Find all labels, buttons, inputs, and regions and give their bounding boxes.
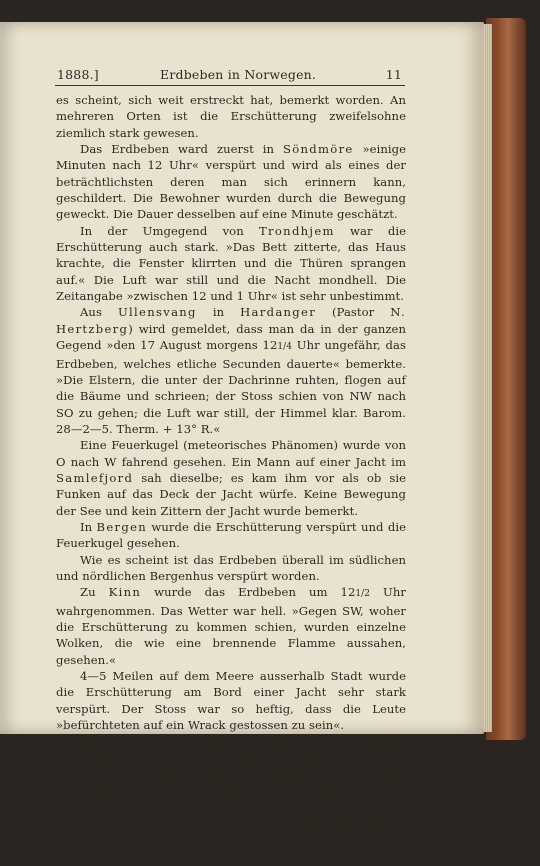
fraction: 3/4 <box>159 754 175 765</box>
text-run: in <box>196 305 241 320</box>
text-run: es scheint, sich weit erstreckt hat, bemerkt worden. An mehreren Orten ist die Erschütterung zweifelsohne ziemlich stark gewesen. <box>56 93 406 140</box>
text-run: (Pastor <box>316 305 391 320</box>
spaced-name: Bergen <box>96 519 148 534</box>
spaced-name: Hardanger <box>240 305 317 320</box>
text-run: Nach dem ersten Stosse »der beinahe eine Minute dauerte« wurde »ein sonderbares Sausen und Brausen sowohl in als ausser <box>56 818 406 865</box>
text-run: Aus <box>80 305 118 320</box>
paragraph <box>56 92 406 141</box>
text-run: Das Erdbeben ward zuerst in <box>80 142 283 157</box>
text-run: wurde das Erdbeben um 12 <box>141 585 356 600</box>
paragraph <box>56 584 406 668</box>
text-run: ) wird gemeldet, dass man da in der ganzen Gegend »den 17 August morgens 12 <box>56 321 406 353</box>
paragraph <box>56 437 406 519</box>
paragraph <box>56 519 406 552</box>
text-run: war die Erschütterung auch stark. »Das Bett zitterte, das Haus krachte, die Fenster klirrten und die Thüren sprangen auf.« Die Luft war still und die Nacht mondhell. Die Zeitangabe »zwischen 12 und 1 Uhr« ist sehr unbestimmt. <box>56 223 407 304</box>
spaced-name: Kinn <box>108 585 142 600</box>
spaced-name: Kviteseid <box>163 734 230 749</box>
header-title: Erdbeben in Norwegen. <box>160 67 317 82</box>
header-year: 1888.] <box>57 67 99 82</box>
text-run: ) bemerkten die Leute um 12 <box>56 734 407 765</box>
text-run: Uhr wahrgenommen. Das Wetter war hell. »Gegen SW, woher die Erschütterung zu kommen schien, wurden einzelne Wolken, die wie eine brennende Flamme aussahen, gesehen.« <box>56 585 406 667</box>
paragraph <box>56 141 406 223</box>
spaced-name: Thelemarken <box>239 734 332 749</box>
body-text <box>56 92 406 866</box>
spaced-name: Samlefjord <box>56 470 134 485</box>
text-run: Wie es scheint ist das Erdbeben überall im südlichen und nördlichen Bergenhus verspürt worden. <box>56 552 406 583</box>
spaced-name: N. Hertzberg <box>56 305 406 336</box>
text-run: Uhr ungefähr, das Erdbeben, welches etliche Secunden dauerte« bemerkte. »Die Elstern, die unter der Dachrinne ruhten, flogen auf die Bäume und schrieen; der Stoss schien von NW nach SO zu gehen; die Luft war still, der Himmel klar. Barom. 28—2—5. Therm. + 13° R.« <box>56 338 406 436</box>
text-run: 4—5 Meilen auf dem Meere ausserhalb Stadt wurde die Erschütterung am Bord einer Jacht sehr stark verspürt. Der Stoss war so heftig, dass die Leute »befürchteten auf ein Wrack gestossen zu sein«. <box>56 669 406 733</box>
spaced-name: Söndmöre <box>282 142 354 157</box>
header-rule <box>55 85 405 86</box>
spaced-name: Ullensvang <box>117 305 197 320</box>
page-number: 11 <box>385 67 402 82</box>
text-run: Uhr ein heftiges Erdbeben, wodurch viele Leute aus dem Schlafe geweckt wurden. Man nahm zwei, durch einen kurzen Zwischenraum getrennte Stösse wahr. <box>56 750 407 816</box>
text-run: Eine Feuerkugel (meteorisches Phänomen) wurde von O nach W fahrend gesehen. Ein Mann auf einer Jacht im <box>56 438 406 469</box>
text-run: Zu <box>80 734 102 749</box>
paragraph <box>56 552 406 585</box>
text-run: in <box>139 734 164 749</box>
text-run: ( <box>229 734 240 749</box>
paragraph <box>56 733 406 817</box>
book-cover <box>486 18 526 740</box>
fraction: 1/4 <box>277 342 293 353</box>
text-run: In <box>80 519 97 534</box>
spaced-name: Trondhjem <box>259 223 335 238</box>
text-run: sah dieselbe; es kam ihm vor als ob sie Funken auf das Deck der Jacht würfe. Keine Bewegung der See und kein Zittern der Jacht wurde bemerkt. <box>56 470 406 518</box>
spaced-name: Moen <box>101 734 140 749</box>
text-run: Zu <box>80 585 109 600</box>
paragraph <box>56 223 406 305</box>
text-run: »einige Minuten nach 12 Uhr« verspürt und wird als eines der beträchtlichsten deren man sich erinnern kann, geschildert. Die Bewohner wurden durch die Bewegung geweckt. Die Dauer desselben auf eine Minute geschätzt. <box>56 142 406 222</box>
paragraph <box>56 304 406 437</box>
paragraph <box>56 817 406 866</box>
text-run: wurde die Erschütterung verspürt und die Feuerkugel gesehen. <box>56 519 406 551</box>
paragraph <box>56 668 406 733</box>
fraction: 1/2 <box>355 589 371 600</box>
text-run: In der Umgegend von <box>80 223 260 238</box>
